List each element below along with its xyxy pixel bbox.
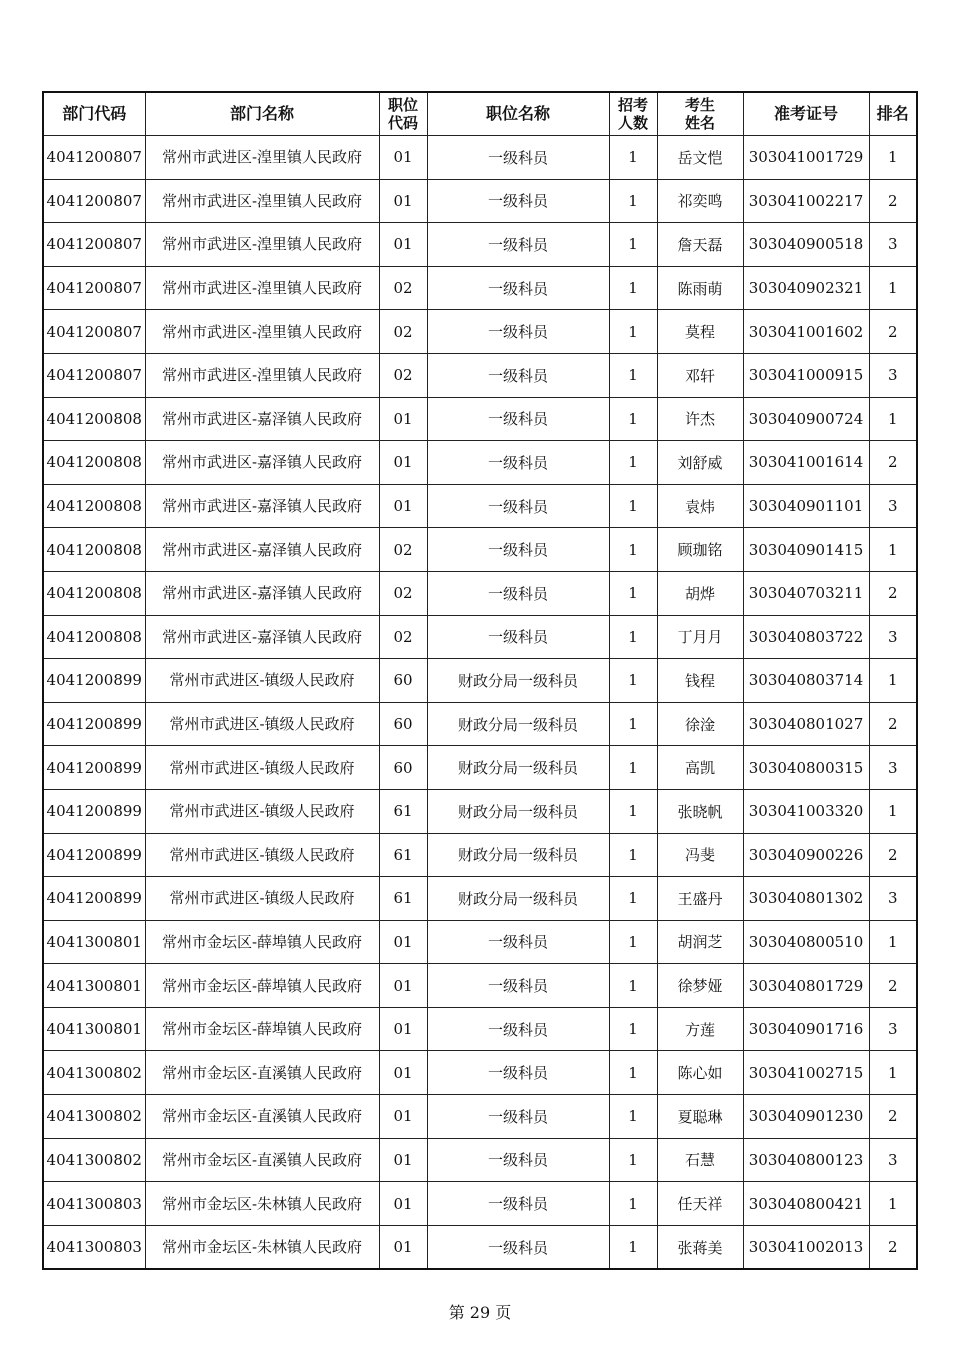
cell-dept-name: 常州市武进区-镇级人民政府	[145, 833, 379, 877]
cell-rank: 2	[869, 310, 917, 354]
cell-dept-code: 4041200808	[43, 615, 145, 659]
cell-position-name: 一级科员	[427, 136, 609, 180]
cell-candidate-name: 徐梦娅	[657, 964, 743, 1008]
cell-position-code: 01	[379, 179, 427, 223]
cell-quota: 1	[609, 223, 657, 267]
cell-rank: 1	[869, 1051, 917, 1095]
cell-dept-name: 常州市武进区-湟里镇人民政府	[145, 179, 379, 223]
cell-dept-code: 4041300801	[43, 964, 145, 1008]
cell-position-name: 一级科员	[427, 484, 609, 528]
cell-position-name: 一级科员	[427, 223, 609, 267]
cell-candidate-name: 顾珈铭	[657, 528, 743, 572]
cell-position-name: 财政分局一级科员	[427, 877, 609, 921]
cell-dept-name: 常州市武进区-湟里镇人民政府	[145, 266, 379, 310]
cell-quota: 1	[609, 528, 657, 572]
cell-rank: 2	[869, 179, 917, 223]
header-quota: 招考 人数	[609, 92, 657, 136]
cell-quota: 1	[609, 397, 657, 441]
cell-dept-name: 常州市武进区-湟里镇人民政府	[145, 223, 379, 267]
cell-ticket-number: 303040901415	[743, 528, 869, 572]
cell-dept-code: 4041200808	[43, 571, 145, 615]
cell-quota: 1	[609, 310, 657, 354]
table-row	[43, 310, 917, 354]
cell-ticket-number: 303040803714	[743, 659, 869, 703]
cell-position-name: 一级科员	[427, 397, 609, 441]
cell-rank: 1	[869, 789, 917, 833]
cell-quota: 1	[609, 877, 657, 921]
cell-dept-code: 4041300801	[43, 920, 145, 964]
cell-candidate-name: 祁奕鸣	[657, 179, 743, 223]
table-row	[43, 877, 917, 921]
cell-dept-name: 常州市金坛区-直溪镇人民政府	[145, 1095, 379, 1139]
cell-position-code: 01	[379, 223, 427, 267]
cell-position-code: 01	[379, 136, 427, 180]
cell-quota: 1	[609, 789, 657, 833]
cell-dept-name: 常州市武进区-湟里镇人民政府	[145, 353, 379, 397]
cell-dept-name: 常州市武进区-湟里镇人民政府	[145, 136, 379, 180]
cell-dept-code: 4041300803	[43, 1225, 145, 1269]
cell-candidate-name: 任天祥	[657, 1182, 743, 1226]
cell-rank: 3	[869, 615, 917, 659]
cell-position-code: 02	[379, 528, 427, 572]
cell-position-name: 一级科员	[427, 964, 609, 1008]
cell-candidate-name: 冯斐	[657, 833, 743, 877]
cell-rank: 1	[869, 397, 917, 441]
cell-ticket-number: 303040803722	[743, 615, 869, 659]
cell-dept-name: 常州市武进区-镇级人民政府	[145, 702, 379, 746]
header-ticket-number: 准考证号	[743, 92, 869, 136]
header-rank: 排名	[869, 92, 917, 136]
cell-candidate-name: 胡润芝	[657, 920, 743, 964]
cell-dept-code: 4041200808	[43, 397, 145, 441]
cell-position-code: 60	[379, 702, 427, 746]
cell-ticket-number: 303041002715	[743, 1051, 869, 1095]
cell-dept-code: 4041300802	[43, 1051, 145, 1095]
table-row	[43, 353, 917, 397]
cell-dept-code: 4041300802	[43, 1138, 145, 1182]
cell-dept-name: 常州市金坛区-薛埠镇人民政府	[145, 1007, 379, 1051]
cell-position-name: 一级科员	[427, 1007, 609, 1051]
cell-rank: 3	[869, 1138, 917, 1182]
cell-dept-name: 常州市武进区-嘉泽镇人民政府	[145, 397, 379, 441]
table-row	[43, 1182, 917, 1226]
cell-rank: 2	[869, 1225, 917, 1269]
table-row	[43, 615, 917, 659]
cell-candidate-name: 刘舒威	[657, 441, 743, 485]
cell-dept-code: 4041200807	[43, 179, 145, 223]
cell-dept-name: 常州市金坛区-朱林镇人民政府	[145, 1225, 379, 1269]
cell-position-name: 财政分局一级科员	[427, 702, 609, 746]
cell-position-code: 02	[379, 310, 427, 354]
cell-dept-code: 4041200807	[43, 223, 145, 267]
cell-ticket-number: 303040901101	[743, 484, 869, 528]
cell-quota: 1	[609, 266, 657, 310]
cell-candidate-name: 钱程	[657, 659, 743, 703]
cell-position-code: 01	[379, 1007, 427, 1051]
table-body	[43, 136, 917, 1270]
cell-quota: 1	[609, 441, 657, 485]
cell-candidate-name: 高凯	[657, 746, 743, 790]
cell-position-code: 01	[379, 484, 427, 528]
cell-dept-name: 常州市武进区-湟里镇人民政府	[145, 310, 379, 354]
cell-position-code: 61	[379, 789, 427, 833]
cell-candidate-name: 陈心如	[657, 1051, 743, 1095]
cell-position-code: 01	[379, 1051, 427, 1095]
cell-rank: 1	[869, 266, 917, 310]
table-row	[43, 397, 917, 441]
cell-quota: 1	[609, 136, 657, 180]
table-row	[43, 528, 917, 572]
cell-position-code: 01	[379, 1182, 427, 1226]
cell-rank: 3	[869, 877, 917, 921]
cell-candidate-name: 石慧	[657, 1138, 743, 1182]
cell-candidate-name: 张蒋美	[657, 1225, 743, 1269]
cell-quota: 1	[609, 1138, 657, 1182]
cell-dept-name: 常州市金坛区-薛埠镇人民政府	[145, 920, 379, 964]
cell-ticket-number: 303040900724	[743, 397, 869, 441]
cell-rank: 1	[869, 659, 917, 703]
cell-ticket-number: 303040800510	[743, 920, 869, 964]
table-row	[43, 659, 917, 703]
cell-rank: 2	[869, 1095, 917, 1139]
cell-ticket-number: 303040901716	[743, 1007, 869, 1051]
cell-position-code: 61	[379, 877, 427, 921]
cell-dept-code: 4041300801	[43, 1007, 145, 1051]
cell-dept-code: 4041200808	[43, 528, 145, 572]
cell-ticket-number: 303040900226	[743, 833, 869, 877]
header-dept-code: 部门代码	[43, 92, 145, 136]
cell-ticket-number: 303040801027	[743, 702, 869, 746]
cell-position-name: 一级科员	[427, 353, 609, 397]
cell-rank: 3	[869, 484, 917, 528]
cell-quota: 1	[609, 1095, 657, 1139]
table-row	[43, 833, 917, 877]
cell-candidate-name: 张晓帆	[657, 789, 743, 833]
cell-quota: 1	[609, 1225, 657, 1269]
cell-dept-code: 4041200807	[43, 266, 145, 310]
cell-dept-name: 常州市金坛区-直溪镇人民政府	[145, 1138, 379, 1182]
cell-position-code: 01	[379, 397, 427, 441]
cell-ticket-number: 303040800315	[743, 746, 869, 790]
header-position-code: 职位 代码	[379, 92, 427, 136]
cell-position-code: 01	[379, 1095, 427, 1139]
cell-rank: 2	[869, 833, 917, 877]
cell-position-code: 61	[379, 833, 427, 877]
cell-position-name: 财政分局一级科员	[427, 746, 609, 790]
cell-candidate-name: 王盛丹	[657, 877, 743, 921]
cell-candidate-name: 徐淦	[657, 702, 743, 746]
cell-dept-code: 4041200899	[43, 659, 145, 703]
cell-quota: 1	[609, 659, 657, 703]
cell-ticket-number: 303040801729	[743, 964, 869, 1008]
table-row	[43, 1138, 917, 1182]
header-candidate-name: 考生 姓名	[657, 92, 743, 136]
roster-table	[42, 91, 918, 1270]
cell-dept-code: 4041200899	[43, 746, 145, 790]
table-row	[43, 789, 917, 833]
cell-position-name: 一级科员	[427, 179, 609, 223]
cell-rank: 3	[869, 1007, 917, 1051]
cell-dept-code: 4041200899	[43, 789, 145, 833]
cell-dept-name: 常州市武进区-嘉泽镇人民政府	[145, 571, 379, 615]
cell-dept-name: 常州市武进区-镇级人民政府	[145, 659, 379, 703]
cell-position-name: 财政分局一级科员	[427, 833, 609, 877]
cell-dept-code: 4041200899	[43, 702, 145, 746]
cell-position-name: 一级科员	[427, 1138, 609, 1182]
cell-dept-name: 常州市武进区-嘉泽镇人民政府	[145, 484, 379, 528]
cell-position-name: 财政分局一级科员	[427, 789, 609, 833]
cell-rank: 2	[869, 964, 917, 1008]
cell-ticket-number: 303041001614	[743, 441, 869, 485]
header-row	[43, 92, 917, 136]
cell-ticket-number: 303041001602	[743, 310, 869, 354]
cell-dept-name: 常州市武进区-嘉泽镇人民政府	[145, 615, 379, 659]
cell-ticket-number: 303040800123	[743, 1138, 869, 1182]
cell-dept-code: 4041200899	[43, 833, 145, 877]
cell-candidate-name: 夏聪琳	[657, 1095, 743, 1139]
cell-quota: 1	[609, 1051, 657, 1095]
table-row	[43, 571, 917, 615]
table-row	[43, 223, 917, 267]
cell-ticket-number: 303041003320	[743, 789, 869, 833]
table-row	[43, 920, 917, 964]
cell-quota: 1	[609, 702, 657, 746]
cell-position-code: 01	[379, 920, 427, 964]
cell-position-code: 01	[379, 1225, 427, 1269]
cell-quota: 1	[609, 833, 657, 877]
cell-dept-code: 4041200808	[43, 484, 145, 528]
cell-rank: 3	[869, 223, 917, 267]
header-dept-name: 部门名称	[145, 92, 379, 136]
table-row	[43, 266, 917, 310]
cell-candidate-name: 袁炜	[657, 484, 743, 528]
cell-ticket-number: 303040901230	[743, 1095, 869, 1139]
cell-quota: 1	[609, 920, 657, 964]
cell-quota: 1	[609, 484, 657, 528]
cell-ticket-number: 303040703211	[743, 571, 869, 615]
page-number: 第 29 页	[448, 1303, 512, 1322]
cell-dept-code: 4041200807	[43, 353, 145, 397]
cell-candidate-name: 岳文恺	[657, 136, 743, 180]
cell-candidate-name: 丁月月	[657, 615, 743, 659]
cell-dept-name: 常州市金坛区-朱林镇人民政府	[145, 1182, 379, 1226]
table-row	[43, 702, 917, 746]
cell-position-name: 一级科员	[427, 1182, 609, 1226]
table-row	[43, 484, 917, 528]
cell-position-code: 02	[379, 571, 427, 615]
cell-rank: 1	[869, 528, 917, 572]
cell-candidate-name: 邓轩	[657, 353, 743, 397]
cell-position-code: 01	[379, 441, 427, 485]
cell-position-name: 一级科员	[427, 920, 609, 964]
table-row	[43, 441, 917, 485]
cell-rank: 1	[869, 136, 917, 180]
cell-quota: 1	[609, 353, 657, 397]
table-row	[43, 1095, 917, 1139]
cell-rank: 3	[869, 746, 917, 790]
cell-position-name: 一级科员	[427, 1095, 609, 1139]
cell-candidate-name: 许杰	[657, 397, 743, 441]
cell-quota: 1	[609, 1007, 657, 1051]
cell-rank: 1	[869, 920, 917, 964]
cell-ticket-number: 303040900518	[743, 223, 869, 267]
table-row	[43, 1007, 917, 1051]
cell-position-code: 60	[379, 659, 427, 703]
cell-rank: 1	[869, 1182, 917, 1226]
cell-position-code: 01	[379, 964, 427, 1008]
cell-rank: 3	[869, 353, 917, 397]
cell-candidate-name: 胡烨	[657, 571, 743, 615]
cell-dept-code: 4041200807	[43, 136, 145, 180]
table-row	[43, 136, 917, 180]
cell-position-code: 02	[379, 266, 427, 310]
table-row	[43, 1225, 917, 1269]
cell-ticket-number: 303041001729	[743, 136, 869, 180]
cell-dept-code: 4041300802	[43, 1095, 145, 1139]
cell-position-name: 一级科员	[427, 310, 609, 354]
cell-position-code: 02	[379, 353, 427, 397]
table-row	[43, 1051, 917, 1095]
cell-position-code: 02	[379, 615, 427, 659]
cell-dept-code: 4041200807	[43, 310, 145, 354]
cell-ticket-number: 303041000915	[743, 353, 869, 397]
cell-dept-name: 常州市武进区-嘉泽镇人民政府	[145, 528, 379, 572]
cell-rank: 2	[869, 441, 917, 485]
cell-ticket-number: 303041002013	[743, 1225, 869, 1269]
cell-quota: 1	[609, 964, 657, 1008]
cell-candidate-name: 陈雨萌	[657, 266, 743, 310]
cell-dept-name: 常州市武进区-镇级人民政府	[145, 877, 379, 921]
cell-quota: 1	[609, 571, 657, 615]
table-row	[43, 179, 917, 223]
cell-candidate-name: 詹天磊	[657, 223, 743, 267]
cell-position-code: 60	[379, 746, 427, 790]
cell-candidate-name: 莫程	[657, 310, 743, 354]
cell-rank: 2	[869, 702, 917, 746]
table-row	[43, 964, 917, 1008]
cell-dept-name: 常州市武进区-镇级人民政府	[145, 746, 379, 790]
cell-position-name: 一级科员	[427, 441, 609, 485]
cell-position-name: 一级科员	[427, 266, 609, 310]
cell-position-name: 一级科员	[427, 1225, 609, 1269]
cell-dept-name: 常州市金坛区-薛埠镇人民政府	[145, 964, 379, 1008]
cell-rank: 2	[869, 571, 917, 615]
cell-quota: 1	[609, 1182, 657, 1226]
cell-quota: 1	[609, 615, 657, 659]
cell-ticket-number: 303041002217	[743, 179, 869, 223]
cell-quota: 1	[609, 746, 657, 790]
cell-position-name: 一级科员	[427, 528, 609, 572]
cell-ticket-number: 303040902321	[743, 266, 869, 310]
cell-position-name: 一级科员	[427, 1051, 609, 1095]
cell-position-name: 一级科员	[427, 571, 609, 615]
cell-dept-name: 常州市武进区-镇级人民政府	[145, 789, 379, 833]
cell-dept-name: 常州市金坛区-直溪镇人民政府	[145, 1051, 379, 1095]
header-position-name: 职位名称	[427, 92, 609, 136]
cell-position-code: 01	[379, 1138, 427, 1182]
cell-position-name: 财政分局一级科员	[427, 659, 609, 703]
cell-quota: 1	[609, 179, 657, 223]
cell-position-name: 一级科员	[427, 615, 609, 659]
cell-dept-code: 4041200808	[43, 441, 145, 485]
table-row	[43, 746, 917, 790]
cell-ticket-number: 303040800421	[743, 1182, 869, 1226]
cell-ticket-number: 303040801302	[743, 877, 869, 921]
cell-dept-code: 4041300803	[43, 1182, 145, 1226]
cell-candidate-name: 方莲	[657, 1007, 743, 1051]
cell-dept-name: 常州市武进区-嘉泽镇人民政府	[145, 441, 379, 485]
cell-dept-code: 4041200899	[43, 877, 145, 921]
